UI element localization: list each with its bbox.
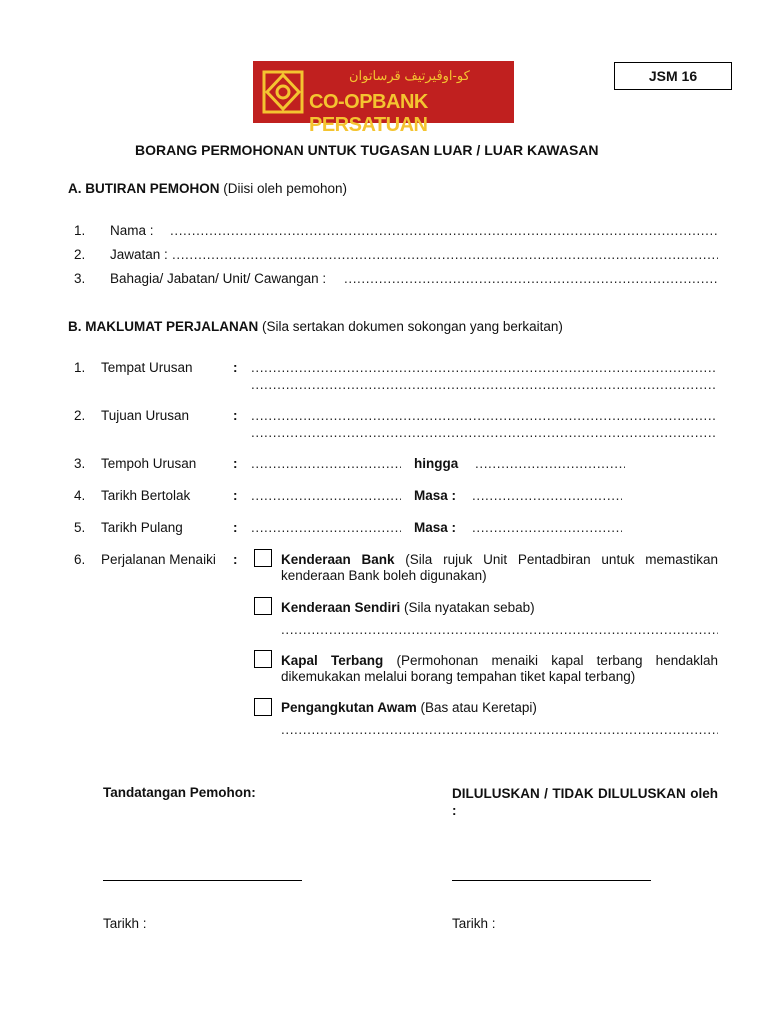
return-time-field[interactable] [472,520,622,535]
colon: : [233,456,238,471]
public-transport-option: Pengangkutan Awam (Bas atau Keretapi) [281,700,537,715]
item-number: 6. [74,552,86,567]
approval-label: DILULUSKAN / TIDAK DILULUSKAN oleh : [452,786,718,818]
public-transport-field[interactable] [281,722,718,737]
colon: : [233,488,238,503]
own-vehicle-reason-field[interactable] [281,622,718,637]
own-vehicle-option: Kenderaan Sendiri (Sila nyatakan sebab) [281,600,535,615]
department-label: Bahagia/ Jabatan/ Unit/ Cawangan : [110,271,327,286]
name-label: Nama : [110,223,154,238]
applicant-signature-line[interactable] [103,880,302,881]
position-field[interactable] [172,247,718,262]
place-field-line2[interactable] [251,377,716,392]
departure-time-label: Masa : [414,488,457,503]
section-a-heading: A. BUTIRAN PEMOHON (Diisi oleh pemohon) [68,181,348,196]
flight-option: Kapal Terbang (Permohonan menaiki kapal terbang hendaklah dikemukakan melalui borang tempahan tiket kapal terbang) [281,653,718,684]
approver-date-label: Tarikh : [452,916,496,931]
item-number: 2. [74,247,86,262]
item-number: 1. [74,223,86,238]
duration-label: Tempoh Urusan [101,456,197,471]
item-number: 3. [74,456,86,471]
approver-signature-line[interactable] [452,880,651,881]
colon: : [233,552,238,567]
own-vehicle-checkbox[interactable] [254,597,272,615]
purpose-field-line2[interactable] [251,425,716,440]
departure-date-label: Tarikh Bertolak [101,488,191,503]
item-number: 5. [74,520,86,535]
applicant-signature-label: Tandatangan Pemohon: [103,785,256,800]
colon: : [233,360,238,375]
logo-emblem-icon [261,69,305,115]
colon: : [233,520,238,535]
return-date-label: Tarikh Pulang [101,520,183,535]
departure-time-field[interactable] [472,488,622,503]
colon: : [233,408,238,423]
logo-arabic-text: كو-اوڤيرتيف قرساتوان [349,68,470,83]
purpose-label: Tujuan Urusan [101,408,190,423]
item-number: 2. [74,408,86,423]
item-number: 1. [74,360,86,375]
place-label: Tempat Urusan [101,360,193,375]
bank-logo [253,61,514,136]
duration-from-field[interactable] [251,456,401,471]
item-number: 4. [74,488,86,503]
name-field[interactable] [170,223,718,238]
section-b-heading: B. MAKLUMAT PERJALANAN (Sila sertakan dokumen sokongan yang berkaitan) [68,319,563,334]
form-title: BORANG PERMOHONAN UNTUK TUGASAN LUAR / LUAR KAWASAN [135,142,599,158]
form-code: JSM 16 [648,68,698,84]
public-transport-checkbox[interactable] [254,698,272,716]
purpose-field-line1[interactable] [251,408,716,423]
form-code-box [614,62,732,90]
transport-label: Perjalanan Menaiki [101,552,216,567]
item-number: 3. [74,271,86,286]
return-time-label: Masa : [414,520,457,535]
return-date-field[interactable] [251,520,401,535]
department-field[interactable] [344,271,718,286]
flight-checkbox[interactable] [254,650,272,668]
logo-name: CO-OPBANK PERSATUAN [309,91,428,136]
position-label: Jawatan : [110,247,168,262]
applicant-date-label: Tarikh : [103,916,147,931]
bank-vehicle-option: Kenderaan Bank (Sila rujuk Unit Pentadbiran untuk memastikan kenderaan Bank boleh digunakan) [281,552,718,583]
until-label: hingga [414,456,459,471]
duration-to-field[interactable] [475,456,625,471]
departure-date-field[interactable] [251,488,401,503]
place-field-line1[interactable] [251,360,716,375]
bank-vehicle-checkbox[interactable] [254,549,272,567]
